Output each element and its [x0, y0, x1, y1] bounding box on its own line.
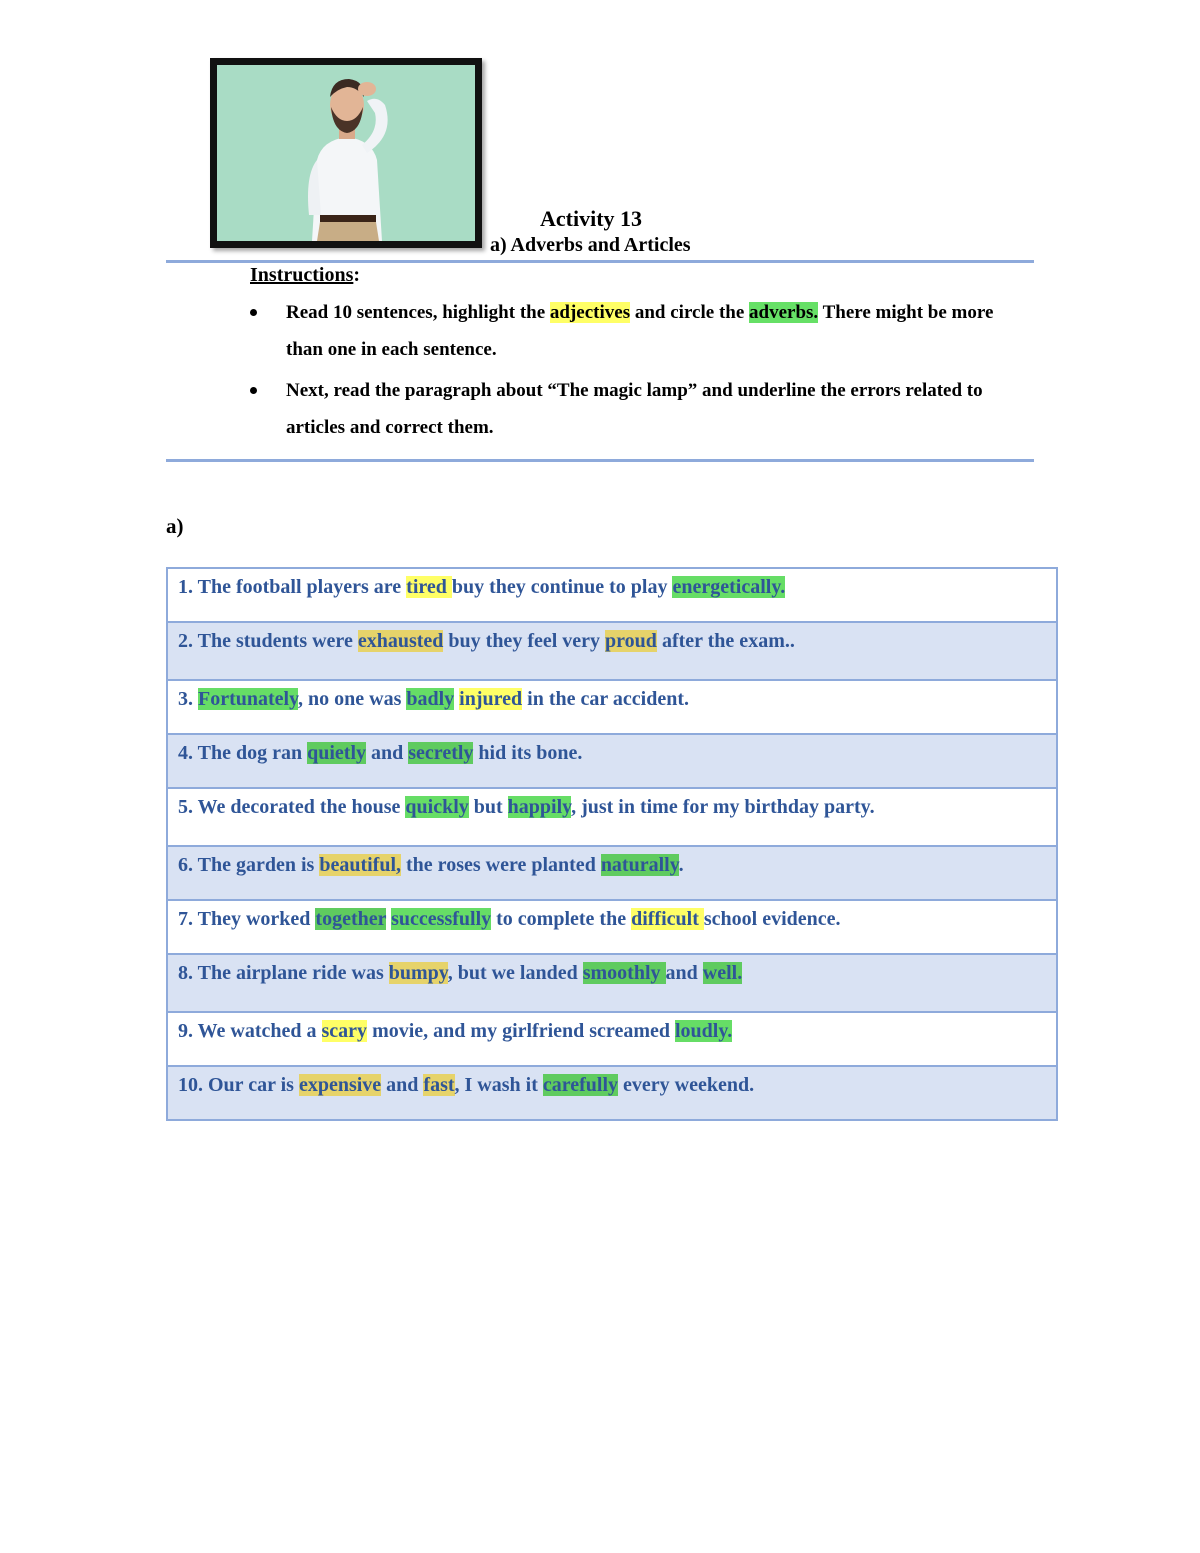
sentence-text: . — [678, 854, 684, 876]
highlighted-word: tired — [406, 576, 452, 598]
instruction-item-2 — [250, 372, 1020, 446]
highlighted-word: happily — [507, 796, 572, 818]
sentence-row — [168, 847, 1056, 901]
sentence-text: and — [366, 742, 409, 764]
sentence-text: 1. The football players are — [178, 576, 407, 598]
highlighted-word: Fortunately — [198, 688, 298, 710]
highlighted-word: fast — [423, 1074, 455, 1096]
instructions-list — [250, 294, 1020, 450]
highlighted-word: well. — [702, 962, 743, 984]
sentence-row — [168, 789, 1056, 847]
sentence-text: every weekend. — [618, 1074, 755, 1096]
sentence-text: 2. The students were — [178, 630, 358, 652]
instruction-2-text: Next, read the paragraph about “The magic lamp” and underline the errors related to articles and correct them. — [286, 380, 983, 438]
sentence-row — [168, 735, 1056, 789]
highlighted-word: loudly. — [674, 1020, 733, 1042]
sentence-row — [168, 681, 1056, 735]
highlighted-word: together — [315, 908, 387, 930]
highlighted-word: carefully — [542, 1074, 619, 1096]
sentence-text: school evidence. — [703, 908, 841, 930]
sentence-text: the roses were planted — [401, 854, 601, 876]
sentence-row — [168, 955, 1056, 1013]
sentence-text: to complete the — [491, 908, 632, 930]
sentence-row — [168, 1067, 1056, 1119]
highlighted-word: badly — [406, 688, 455, 710]
highlighted-word: bumpy — [388, 962, 448, 984]
top-divider — [166, 260, 1034, 263]
highlighted-word: exhausted — [357, 630, 444, 652]
adverbs-keyword: adverbs. — [749, 302, 819, 323]
activity-title: Activity 13 — [540, 206, 643, 231]
sentence-row — [168, 623, 1056, 681]
sentence-text: , no one was — [298, 688, 407, 710]
instruction-1-part1: Read 10 sentences, highlight the — [286, 302, 550, 323]
highlighted-word: expensive — [298, 1074, 382, 1096]
instructions-heading-text: Instructions — [250, 264, 354, 286]
sentence-text: buy they continue to play — [451, 576, 673, 598]
highlighted-word: quietly — [307, 742, 367, 764]
sentence-text: after the exam.. — [656, 630, 795, 652]
sentence-text: but — [468, 796, 508, 818]
bullet-icon — [250, 387, 257, 394]
sentence-text: , I wash it — [454, 1074, 543, 1096]
instructions-heading-colon: : — [353, 264, 361, 286]
section-label: a) — [166, 514, 184, 538]
highlighted-word: energetically. — [672, 576, 786, 598]
sentence-text: 7. They worked — [178, 908, 316, 930]
sentence-text: 6. The garden is — [178, 854, 320, 876]
sentence-text: and — [665, 962, 703, 984]
sentence-table — [166, 567, 1058, 1121]
sentence-row — [168, 901, 1056, 955]
instruction-1-part2: and circle the — [630, 302, 750, 323]
instructions-heading — [250, 264, 360, 287]
sentence-text: 8. The airplane ride was — [178, 962, 389, 984]
highlighted-word: proud — [605, 630, 657, 652]
sentence-text: 10. Our car is — [178, 1074, 299, 1096]
sentence-row — [168, 569, 1056, 623]
confused-man-photo — [210, 58, 482, 248]
highlighted-word: successfully — [391, 908, 492, 930]
sentence-text: 3. — [178, 688, 198, 710]
sentence-text: movie, and my girlfriend screamed — [367, 1020, 675, 1042]
activity-subtitle: a) Adverbs and Articles — [490, 234, 691, 256]
sentence-text: , but we landed — [447, 962, 583, 984]
highlighted-word: secretly — [408, 742, 474, 764]
sentence-text: , just in time for my birthday party. — [571, 796, 875, 818]
sentence-text: 5. We decorated the house — [178, 796, 406, 818]
sentence-text: buy they feel very — [443, 630, 606, 652]
highlighted-word: scary — [321, 1020, 368, 1042]
instruction-item-1 — [250, 294, 1020, 368]
highlighted-word: smoothly — [582, 962, 666, 984]
highlighted-word: quickly — [405, 796, 469, 818]
highlighted-word: difficult — [631, 908, 704, 930]
bullet-icon — [250, 309, 257, 316]
adjectives-keyword: adjectives — [549, 302, 631, 323]
sentence-text: hid its bone. — [473, 742, 583, 764]
highlighted-word: injured — [459, 688, 523, 710]
photo-illustration — [217, 65, 475, 241]
highlighted-word: naturally — [600, 854, 679, 876]
sentence-text: in the car accident. — [522, 688, 689, 710]
sentence-text: 9. We watched a — [178, 1020, 322, 1042]
bottom-divider — [166, 459, 1034, 462]
sentence-row — [168, 1013, 1056, 1067]
instruction-1-part3: There might be more than one in each sentence. — [286, 302, 994, 360]
highlighted-word: beautiful, — [319, 854, 402, 876]
sentence-text: 4. The dog ran — [178, 742, 308, 764]
sentence-text: and — [381, 1074, 424, 1096]
